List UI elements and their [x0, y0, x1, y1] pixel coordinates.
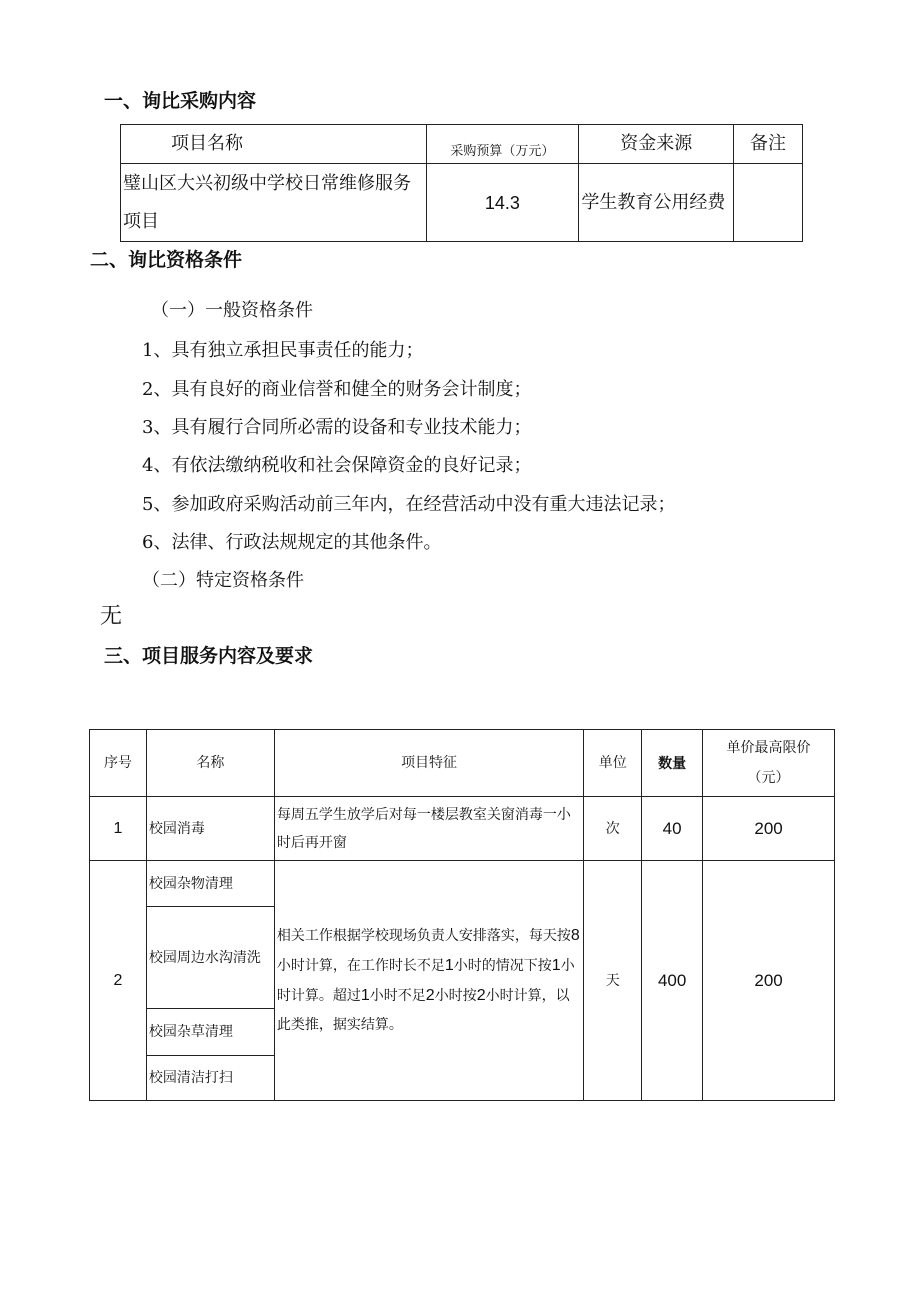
- row2-name: 校园杂物清理: [146, 861, 274, 907]
- row1-feature: 每周五学生放学后对每一楼层教室关窗消毒一小时后再开窗: [274, 797, 583, 861]
- header-price: 单价最高限价（元）: [703, 730, 835, 797]
- header-seq: 序号: [90, 730, 147, 797]
- section1-heading: 一、询比采购内容: [104, 90, 257, 112]
- row1-price: 200: [703, 797, 835, 861]
- condition-item: 6、法律、行政法规规定的其他条件。: [142, 532, 442, 553]
- row2-seq: 2: [90, 861, 147, 1101]
- section2-heading: 二、询比资格条件: [90, 249, 243, 271]
- condition-item: 2、具有良好的商业信誉和健全的财务会计制度；: [142, 379, 532, 400]
- cell-budget: 14.3: [426, 164, 579, 242]
- header-unit: 单位: [584, 730, 642, 797]
- header-project-name: 项目名称: [121, 125, 427, 164]
- row1-seq: 1: [90, 797, 147, 861]
- header-fund-source: 资金来源: [579, 125, 734, 164]
- general-conditions-title: （一）一般资格条件: [151, 300, 313, 321]
- header-name: 名称: [146, 730, 274, 797]
- specific-conditions-value: 无: [100, 604, 123, 629]
- service-table: [89, 729, 835, 1101]
- row1-quantity: 40: [642, 797, 703, 861]
- header-budget: 采购预算（万元）: [426, 125, 579, 164]
- row2-unit: 天: [584, 861, 642, 1101]
- row2-name: 校园杂草清理: [146, 1009, 274, 1056]
- row1-name: 校园消毒: [146, 797, 274, 861]
- row2-quantity: 400: [642, 861, 703, 1101]
- header-quantity: 数量: [642, 730, 703, 797]
- row1-unit: 次: [584, 797, 642, 861]
- procurement-table: [120, 124, 803, 242]
- row2-name: 校园清洁打扫: [146, 1056, 274, 1101]
- header-feature: 项目特征: [274, 730, 583, 797]
- row2-feature: 相关工作根据学校现场负责人安排落实，每天按8小时计算，在工作时长不足1小时的情况下按1小时计算。超过1小时不足2小时按2小时计算，以此类推，据实结算。: [274, 861, 583, 1101]
- header-remark: 备注: [734, 125, 803, 164]
- row2-price: 200: [703, 861, 835, 1101]
- cell-project-name: 璧山区大兴初级中学校日常维修服务项目: [121, 164, 427, 242]
- specific-conditions-title: （二）特定资格条件: [142, 570, 304, 591]
- section3-heading: 三、项目服务内容及要求: [104, 645, 314, 667]
- row2-name: 校园周边水沟清洗: [146, 907, 274, 1009]
- condition-item: 5、参加政府采购活动前三年内，在经营活动中没有重大违法记录；: [142, 494, 676, 515]
- cell-fund-source: 学生教育公用经费: [579, 164, 734, 242]
- condition-item: 1、具有独立承担民事责任的能力；: [142, 340, 424, 361]
- cell-remark: [734, 164, 803, 242]
- condition-item: 4、有依法缴纳税收和社会保障资金的良好记录；: [142, 455, 532, 476]
- condition-item: 3、具有履行合同所必需的设备和专业技术能力；: [142, 417, 532, 438]
